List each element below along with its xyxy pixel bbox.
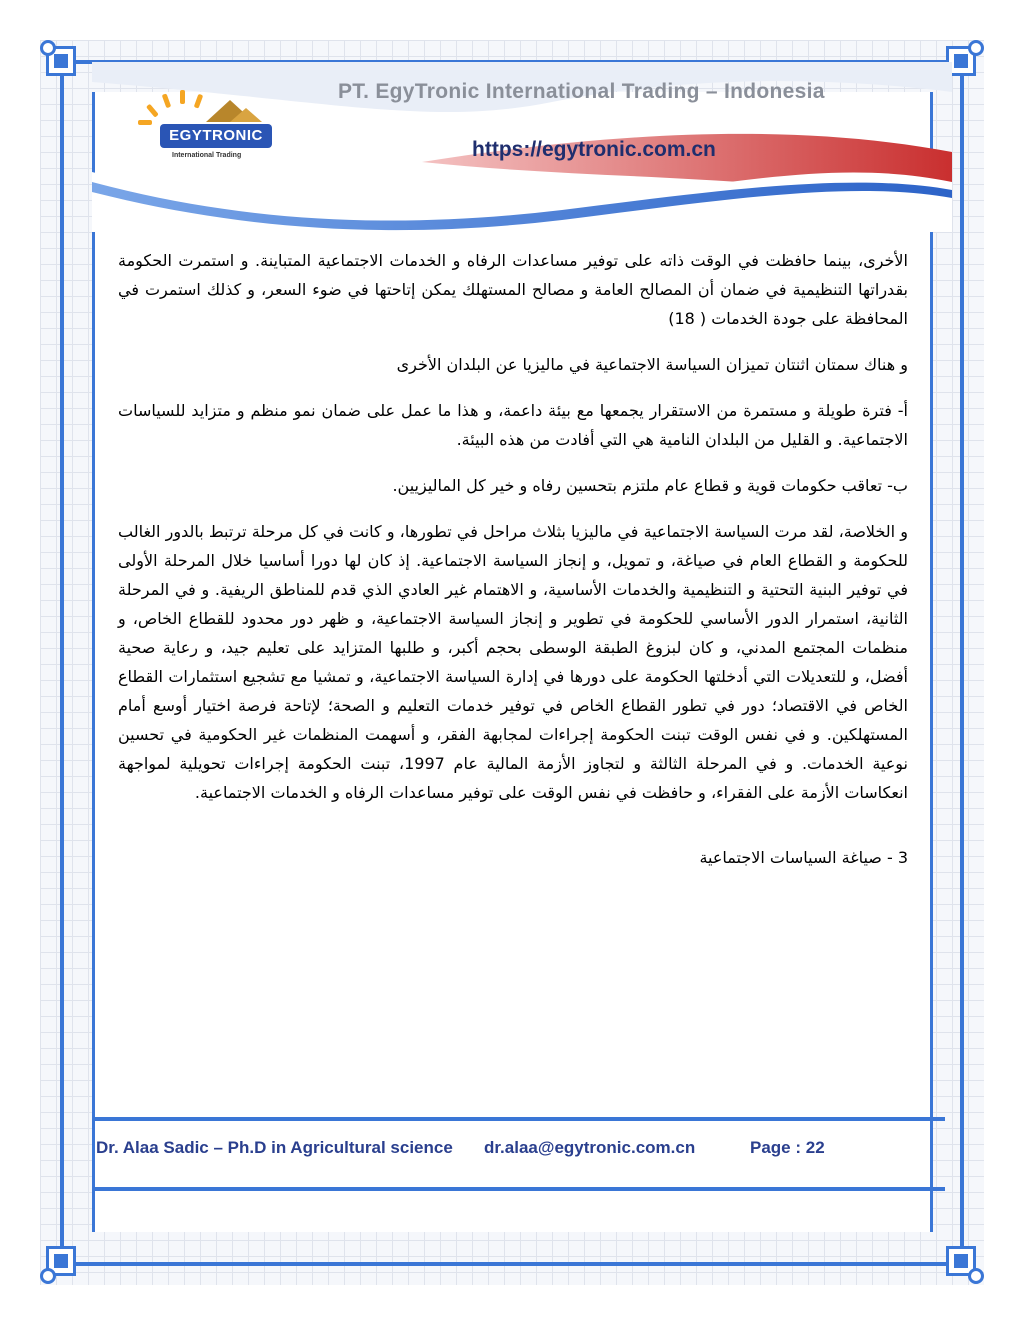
paragraph-4: ب- تعاقب حكومات قوية و قطاع عام ملتزم بتحسين رفاه و خير كل الماليزيين. [392,476,908,495]
paragraph-3: أ- فترة طويلة و مستمرة من الاستقرار يجمعها مع بيئة داعمة، و هذا ما عمل على ضمان نمو منظم و متزايد للسياسات الاجتماعية. و القليل من البلدان النامية هي التي أفادت من هذه البيئة. [118,401,908,449]
frame-left-line [60,62,64,1264]
corner-ornament-icon [40,1240,84,1284]
section-heading: 3 - صياغة السياسات الاجتماعية [699,848,908,867]
logo-subtext: International Trading [172,152,242,159]
page-header [92,62,952,232]
company-url-link[interactable]: https://egytronic.com.cn [472,138,716,161]
frame-bottom-line [62,1262,962,1266]
document-body [118,246,908,889]
corner-ornament-icon [40,40,84,84]
footer-author: Dr. Alaa Sadic – Ph.D in Agricultural science [96,1138,453,1157]
logo-wordmark: EGYTRONIC [160,124,272,148]
footer-top-rule [92,1117,945,1121]
company-title: PT. EgyTronic International Trading – Indonesia [338,80,825,103]
paragraph-2: و هناك سمتان اثنتان تميزان السياسة الاجتماعية في ماليزيا عن البلدان الأخرى [396,355,908,374]
page-footer [96,1138,936,1164]
footer-bottom-rule [92,1187,945,1191]
corner-ornament-icon [940,1240,984,1284]
footer-email[interactable]: dr.alaa@egytronic.com.cn [484,1138,696,1157]
frame-inner-right-line [930,92,933,1232]
frame-inner-left-line [92,92,95,1232]
footer-page-number: Page : 22 [750,1138,825,1157]
company-logo [120,84,280,184]
paragraph-5: و الخلاصة، لقد مرت السياسة الاجتماعية في ماليزيا بثلاث مراحل في تطورها، و كانت في كل مرحلة ترتبط بالدور الغالب للحكومة و القطاع العام في صياغة، و تمويل، و إنجاز السياسة الاجتماعية. إذ كان لها دورا أساسيا خلال المرحلة الأولى في توفير البنية التحتية و التنظيمية والخدمات الأساسية، و الاهتمام غير العادي الذي قدم للمناطق الريفية. و في المرحلة الثانية، استمرار الدور الأساسي للحكومة في تطوير و إنجاز السياسة الاجتماعية، و ظهر دور محدود للقطاع الخاص، و منظمات المجتمع المدني، و كان لبزوغ الطبقة الوسطى بحجم أكبر، و طلبها المتزايد على تعليم جيد، و رعاية صحية أفضل، و للتعديلات التي أدخلتها الحكومة على دورها في إدارة السياسة الاجتماعية، و تمشيا مع تشجيع استثمارات القطاع الخاص في الاقتصاد؛ دور في تطور القطاع الخاص في توفير خدمات التعليم و الصحة؛ لإتاحة فرصة اختيار أوسع أمام المستهلكين. و في نفس الوقت تبنت الحكومة إجراءات لمجابهة الفقر، و أسهمت المنظمات غير الحكومية في تحسين نوعية الخدمات. و في المرحلة الثالثة و لتجاوز الأزمة المالية عام 1997، تبنت الحكومة إجراءات تحويلية لمواجهة انعكاسات الأزمة على الفقراء، و حافظت في نفس الوقت على توفير مساعدات الرفاه و الخدمات الاجتماعية. [118,522,908,802]
paragraph-1: الأخرى، بينما حافظت في الوقت ذاته على توفير مساعدات الرفاه و الخدمات الاجتماعية المتباينة. و استمرت الحكومة بقدراتها التنظيمية في ضمان أن المصالح العامة و مصالح المستهلك يمكن إتاحتها في ضوء السعر، و كذلك استمرت في المحافظة على جودة الخدمات ( 18) [118,251,908,328]
frame-right-line [960,62,964,1264]
